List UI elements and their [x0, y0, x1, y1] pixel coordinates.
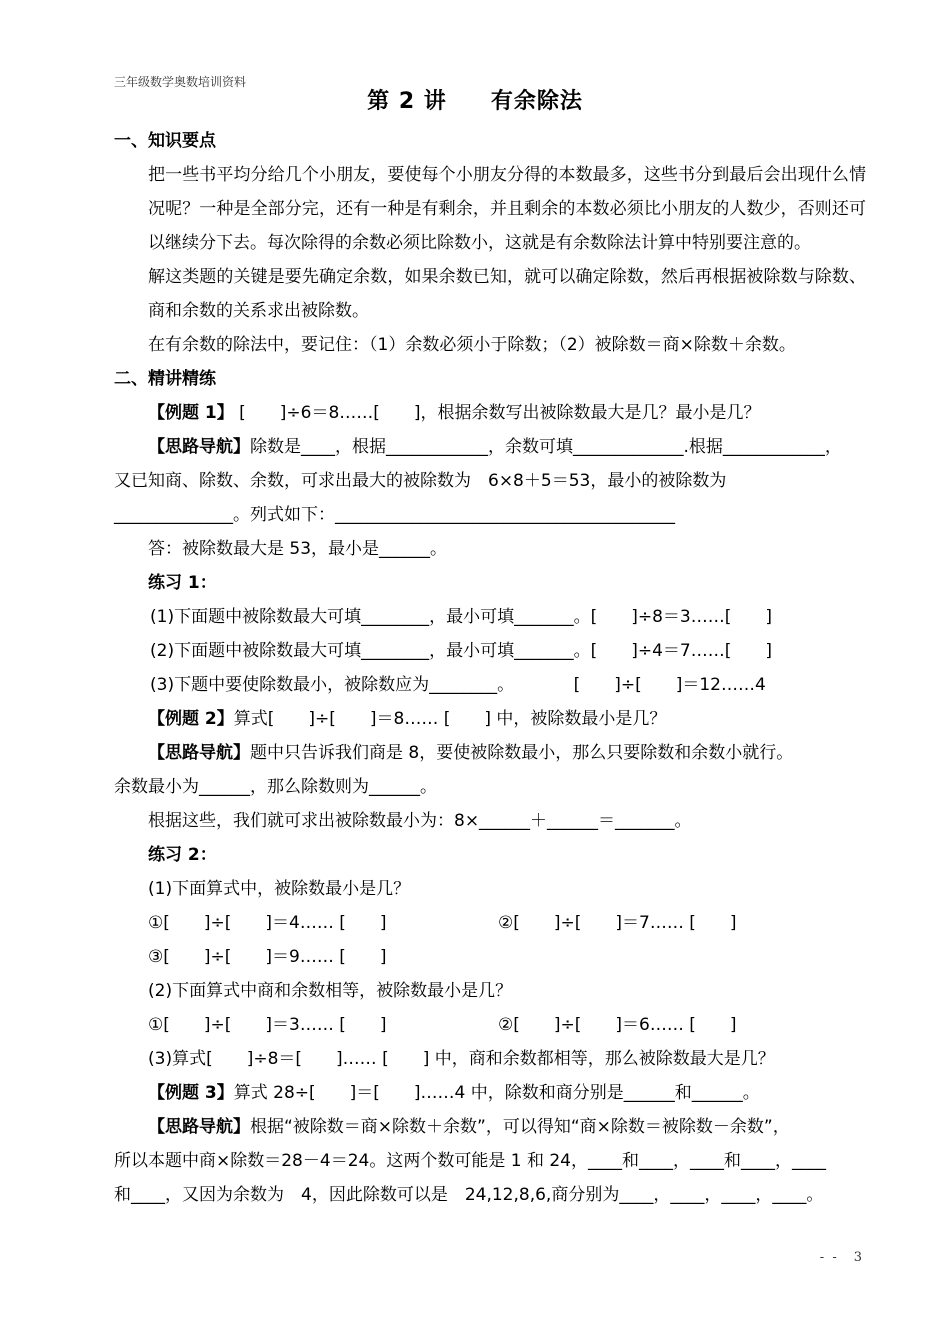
paragraph-1: 把一些书平均分给几个小朋友，要使每个小朋友分得的本数最多，这些书分到最后会出现什么情况呢？一种是全部分完，还有一种是有剩余，并且剩余的本数必须比小朋友的人数少，否则还可以继续分下去。每次除得的余数必须比除数小，这就是有余数除法计算中特别要注意的。	[148, 165, 866, 253]
section-heading-knowledge: 一、知识要点	[114, 131, 216, 151]
lecture-number: 第 2 讲	[367, 89, 447, 114]
guide-1-line-3: ______________。列式如下：________________________________________	[114, 505, 675, 525]
guide-1-label: 【思路导航】	[148, 437, 250, 457]
example-1-label: 【例题 1】	[148, 403, 234, 423]
guide-3-line-2: 所以本题中商×除数＝28－4＝24。这两个数可能是 1 和 24，____和____，____和____，____	[114, 1151, 826, 1171]
guide-2-line-2: 余数最小为______，那么除数则为______。	[114, 777, 437, 797]
paragraph-3: 在有余数的除法中，要记住：（1）余数必须小于除数；（2）被除数＝商×除数＋余数。	[148, 335, 796, 355]
example-2	[114, 702, 866, 736]
practice-2-q2-a: ①[ ]÷[ ]＝3…… [ ]	[148, 1015, 387, 1035]
practice-2-q1-b: ②[ ]÷[ ]＝7…… [ ]	[498, 913, 737, 933]
page-title	[0, 84, 950, 115]
example-3-text: 算式 28÷[ ]＝[ ]……4 中，除数和商分别是______和______。	[233, 1083, 760, 1103]
example-2-label: 【例题 2】	[148, 709, 234, 729]
practice-2-q2-b: ②[ ]÷[ ]＝6…… [ ]	[498, 1015, 737, 1035]
section-heading-practice: 二、精讲精练	[114, 369, 216, 389]
guide-3-line-3: 和____，又因为余数为 4，因此除数可以是 24,12,8,6,商分别为____，____，____，____。	[114, 1185, 824, 1205]
paragraph-2: 解这类题的关键是要先确定余数，如果余数已知，就可以确定除数，然后再根据被除数与除数、商和余数的关系求出被除数。	[148, 267, 866, 321]
example-3-label: 【例题 3】	[148, 1083, 234, 1103]
practice-2-q2: (2)下面算式中商和余数相等，被除数最小是几？	[148, 981, 513, 1001]
guide-3-line-1	[114, 1110, 866, 1144]
practice-2-q2-row	[114, 1008, 866, 1042]
example-1-answer: 答：被除数最大是 53，最小是______。	[148, 539, 448, 559]
practice-2-q1: (1)下面算式中，被除数最小是几？	[148, 879, 411, 899]
page-header: 三年级数学奥数培训资料	[114, 75, 247, 89]
practice-1-item-3: (3)下题中要使除数最小，被除数应为________。 [ ]÷[ ]＝12……4	[150, 675, 766, 695]
practice-1-item-1: (1)下面题中被除数最大可填________，最小可填_______。[ ]÷8＝3……[ ]	[150, 607, 772, 627]
guide-2-text-1: 题中只告诉我们商是 8，要使被除数最小，那么只要除数和余数小就行。	[250, 743, 794, 763]
guide-3-text-1: 根据“被除数＝商×除数＋余数”，可以得知“商×除数＝被除数－余数”，	[250, 1117, 790, 1137]
practice-2-label: 练习 2：	[148, 845, 217, 865]
example-1	[114, 396, 866, 430]
practice-2-q1-c: ③[ ]÷[ ]＝9…… [ ]	[148, 947, 387, 967]
guide-3-label: 【思路导航】	[148, 1117, 250, 1137]
example-1-text: [ ]÷6＝8……[ ]，根据余数写出被除数最大是几？最小是几？	[233, 403, 761, 423]
guide-2-line-3: 根据这些，我们就可求出被除数最小为：8×______＋______＝_______。	[148, 811, 692, 831]
practice-1-item-2: (2)下面题中被除数最大可填________，最小可填_______。[ ]÷4＝7……[ ]	[150, 641, 772, 661]
guide-1-line-2: 又已知商、除数、余数，可求出最大的被除数为 6×8＋5＝53，最小的被除数为	[114, 471, 727, 491]
guide-1-line-1	[114, 430, 866, 464]
practice-2-q1-row-1	[114, 906, 866, 940]
guide-2-line-1	[114, 736, 866, 770]
guide-2-label: 【思路导航】	[148, 743, 250, 763]
document-body	[114, 124, 866, 1212]
page-number: - - 3	[819, 1250, 864, 1265]
practice-1-label: 练习 1：	[148, 573, 217, 593]
guide-1-text-1: 除数是____，根据____________，余数可填_____________.根据____________，	[250, 437, 842, 457]
example-3	[114, 1076, 866, 1110]
practice-2-q3: (3)算式[ ]÷8＝[ ]…… [ ] 中，商和余数都相等，那么被除数最大是几？	[148, 1049, 775, 1069]
example-2-text: 算式[ ]÷[ ]＝8…… [ ] 中，被除数最小是几？	[233, 709, 667, 729]
lecture-topic: 有余除法	[490, 89, 583, 114]
practice-2-q1-a: ①[ ]÷[ ]＝4…… [ ]	[148, 913, 387, 933]
